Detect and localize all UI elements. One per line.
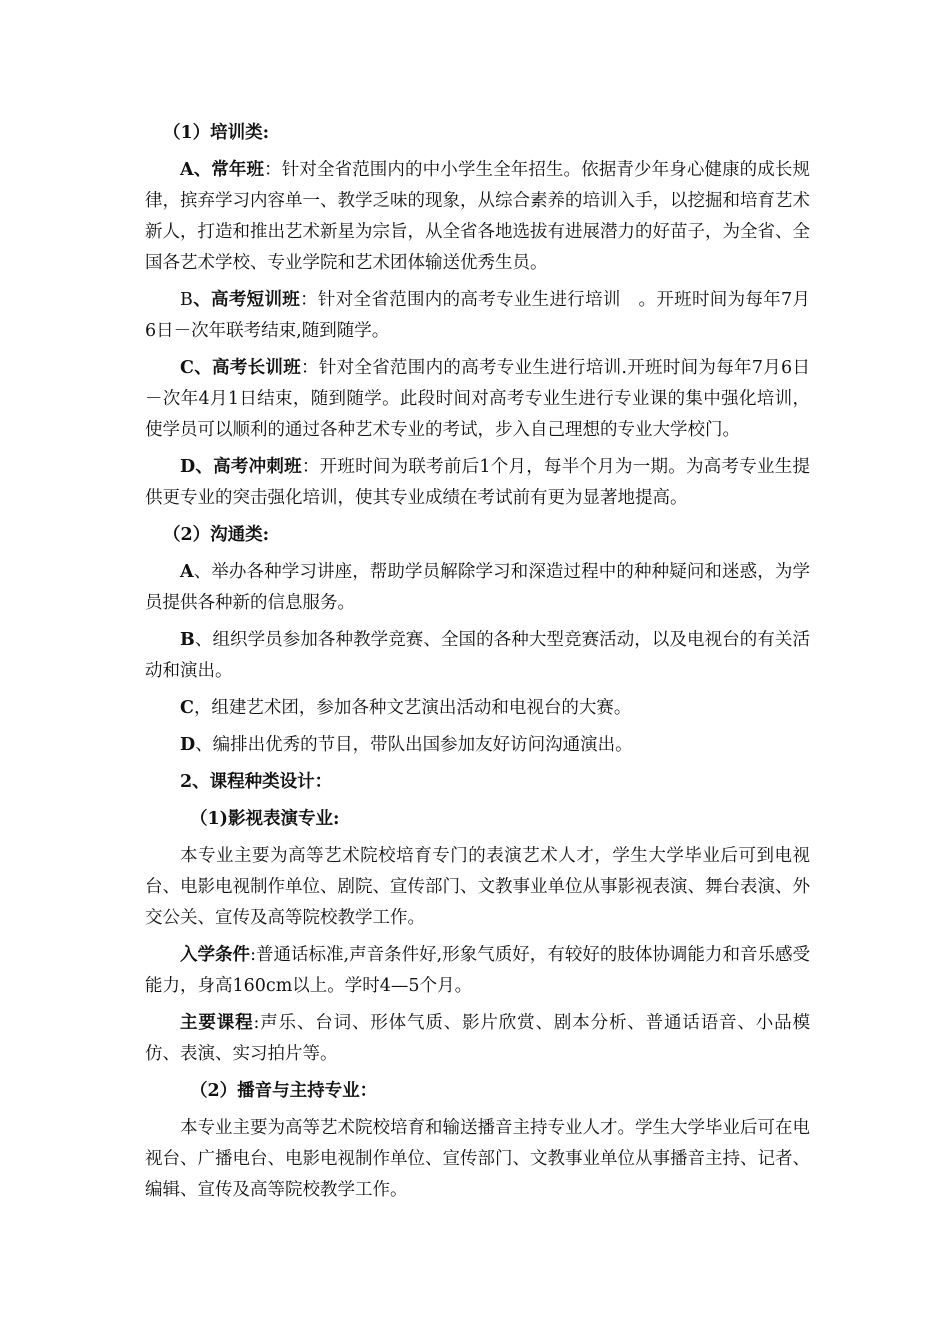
comm-c-label: C xyxy=(180,698,194,718)
broadcast-heading: （2）播音与主持专业： xyxy=(190,1081,378,1101)
broadcast-description: 本专业主要为高等艺术院校培育和输送播音主持专业人才。学生大学毕业后可在电视台、广播电台、电影电视制作单位、宣传部门、文教事业单位从事播音主持、记者、编辑、宣传及高等院校教学工作。 xyxy=(145,1118,810,1200)
short-class-text: ：针对全省范围内的高考专业生进行培训 。开班时间为每年7月6日－次年联考结束,随到随学。 xyxy=(145,290,810,341)
comm-b-text: 、组织学员参加各种教学竞赛、全国的各种大型竞赛活动，以及电视台的有关活动和演出。 xyxy=(145,630,810,681)
training-heading: （1）培训类: xyxy=(163,123,270,143)
comm-d-text: 、编排出优秀的节目，带队出国参加友好访问沟通演出。 xyxy=(195,735,633,755)
sprint-class-text: ：开班时间为联考前后1个月，每半个月为一期。为高考专业生提供更专业的突击强化培训，使其专业成绩在考试前有更为显著地提高。 xyxy=(145,457,810,508)
short-class-label: 、高考短训班 xyxy=(192,290,301,310)
comm-c-text: ，组建艺术团，参加各种文艺演出活动和电视台的大赛。 xyxy=(193,698,632,718)
long-class-label: C、高考长训班 xyxy=(180,358,302,378)
film-description: 本专业主要为高等艺术院校培育专门的表演艺术人才，学生大学毕业后可到电视台、电影电视制作单位、剧院、宣传部门、文教事业单位从事影视表演、舞台表演、外交公关、宣传及高等院校教学工作。 xyxy=(145,846,810,928)
document-page xyxy=(145,118,810,1212)
sprint-class-label: D、高考冲刺班 xyxy=(180,457,302,477)
communication-heading: （2）沟通类: xyxy=(163,525,270,545)
paragraph-comm-d xyxy=(145,730,810,761)
paragraph-comm-a xyxy=(145,557,810,619)
film-heading: （1)影视表演专业: xyxy=(190,809,340,829)
paragraph-comm-c xyxy=(145,693,810,724)
film-courses xyxy=(145,1008,810,1070)
film-requirements-label: 入学条件 xyxy=(180,945,251,965)
short-class-prefix: B xyxy=(180,290,193,310)
paragraph-comm-b xyxy=(145,625,810,687)
comm-a-text: 、举办各种学习讲座，帮助学员解除学习和深造过程中的种种疑问和迷惑，为学员提供各种新的信息服务。 xyxy=(145,562,810,613)
film-requirements xyxy=(145,940,810,1002)
film-requirements-text: :普通话标准,声音条件好,形象气质好，有较好的肢体协调能力和音乐感受能力，身高160cm以上。学时4—5个月。 xyxy=(145,945,810,996)
comm-a-label: A xyxy=(180,562,194,582)
film-courses-text: :声乐、台词、形体气质、影片欣赏、剧本分析、普通话语音、小品模仿、表演、实习拍片等。 xyxy=(145,1013,811,1064)
comm-d-label: D xyxy=(180,735,196,755)
film-courses-label: 主要课程 xyxy=(180,1013,254,1033)
regular-class-label: A、常年班 xyxy=(180,160,265,180)
course-heading: 2、课程种类设计： xyxy=(180,772,333,792)
regular-class-text: ：针对全省范围内的中小学生全年招生。依据青少年身心健康的成长规律，摈弃学习内容单一、教学乏味的现象，从综合素养的培训入手，以挖掘和培育艺术新人，打造和推出艺术新星为宗旨，从全省各地选拔有进展潜力的好苗子，为全省、全国各艺术学校、专业学院和艺术团体输送优秀生员。 xyxy=(145,160,810,273)
paragraph-regular-class xyxy=(145,155,810,279)
long-class-text: ：针对全省范围内的高考专业生进行培训.开班时间为每年7月6日－次年4月1日结束，随到随学。此段时间对高考专业生进行专业课的集中强化培训，使学员可以顺利的通过各种艺术专业的考试，步入自己理想的专业大学校门。 xyxy=(145,358,810,440)
paragraph-long-class xyxy=(145,353,810,446)
comm-b-label: B xyxy=(180,630,195,650)
paragraph-sprint-class xyxy=(145,452,810,514)
paragraph-short-class xyxy=(145,285,810,347)
